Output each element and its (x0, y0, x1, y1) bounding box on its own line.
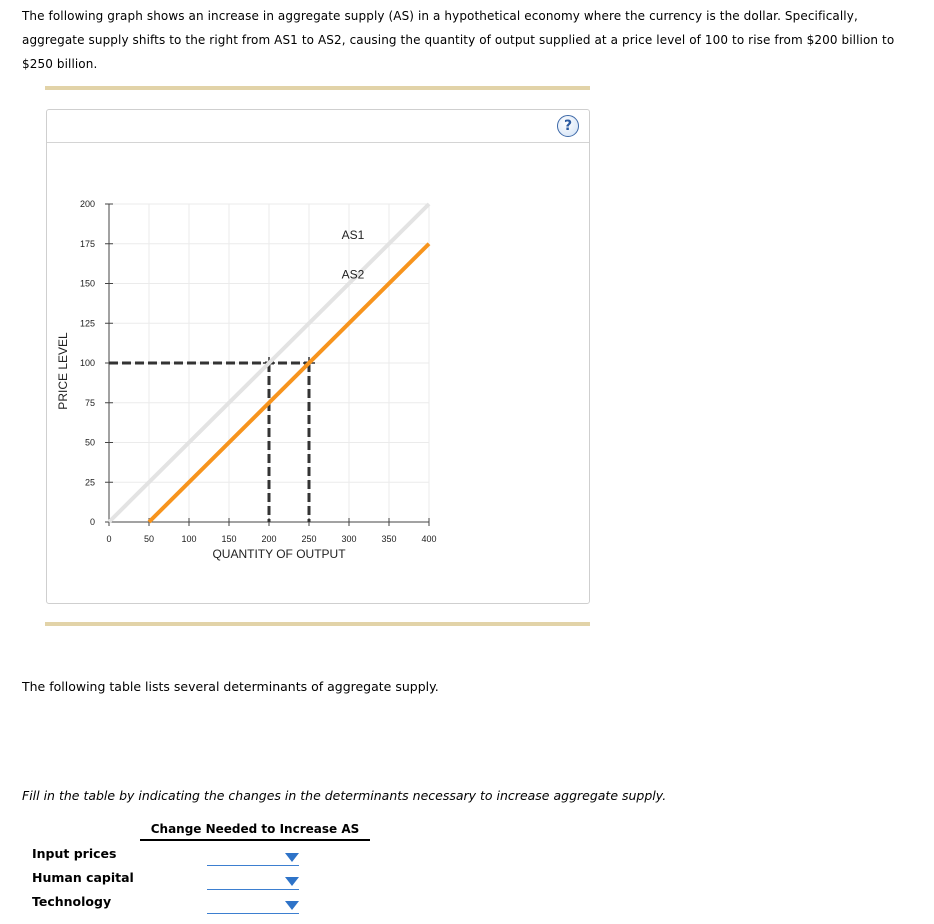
instruction-text: Fill in the table by indicating the changes in the determinants necessary to increase aggregate supply. (22, 788, 667, 803)
series-label-as1: AS1 (341, 227, 365, 242)
row-label: Input prices (32, 846, 117, 861)
dropdown-arrow-icon[interactable] (285, 901, 299, 910)
table-header: Change Needed to Increase AS (140, 822, 370, 841)
x-tick-label: 150 (221, 534, 237, 544)
x-tick-label: 0 (106, 534, 112, 544)
bottom-divider (45, 622, 590, 626)
input-prices-dropdown[interactable] (207, 849, 299, 866)
x-axis-title: QUANTITY OF OUTPUT (212, 547, 346, 561)
y-tick-label: 125 (79, 318, 95, 329)
x-tick-label: 300 (341, 534, 357, 544)
aggregate-supply-chart (47, 110, 589, 603)
intro-paragraph: The following graph shows an increase in aggregate supply (AS) in a hypothetical economy where the currency is the dollar. Specifically, aggregate supply shifts to the right from AS1 to AS2, causing the quantity of output supplied at a price level of 100 to rise from $200 billion to $250 billion. (22, 9, 895, 71)
y-tick-label: 0 (89, 517, 95, 527)
chart-labels (342, 228, 365, 282)
y-tick-label: 175 (79, 238, 95, 249)
top-divider (45, 86, 590, 90)
table-row-technology (32, 894, 312, 916)
x-tick-label: 50 (143, 534, 155, 544)
x-tick-label: 100 (181, 534, 197, 544)
x-tick-label: 400 (421, 534, 437, 544)
help-icon[interactable]: ? (557, 115, 579, 137)
series-line-as2 (149, 244, 429, 522)
table-intro: The following table lists several determinants of aggregate supply. (22, 679, 439, 694)
reference-lines (109, 357, 315, 522)
human-capital-dropdown[interactable] (207, 873, 299, 890)
y-tick-label: 200 (79, 199, 95, 209)
table-row-input-prices (32, 846, 312, 868)
graph-panel (46, 109, 590, 604)
dropdown-arrow-icon[interactable] (285, 853, 299, 862)
y-tick-label: 75 (84, 397, 95, 408)
y-tick-label: 50 (84, 437, 95, 448)
y-tick-label: 150 (79, 278, 95, 289)
row-label: Technology (32, 894, 112, 909)
x-tick-label: 200 (261, 534, 277, 544)
dropdown-arrow-icon[interactable] (285, 877, 299, 886)
table-row-human-capital (32, 870, 312, 892)
y-tick-label: 100 (79, 358, 95, 368)
y-tick-label: 25 (84, 477, 95, 488)
x-tick-label: 350 (381, 534, 397, 544)
series-label-as2: AS2 (341, 267, 365, 282)
y-axis-title: PRICE LEVEL (56, 332, 70, 410)
row-label: Human capital (32, 870, 134, 885)
x-tick-label: 250 (301, 534, 317, 544)
technology-dropdown[interactable] (207, 897, 299, 914)
